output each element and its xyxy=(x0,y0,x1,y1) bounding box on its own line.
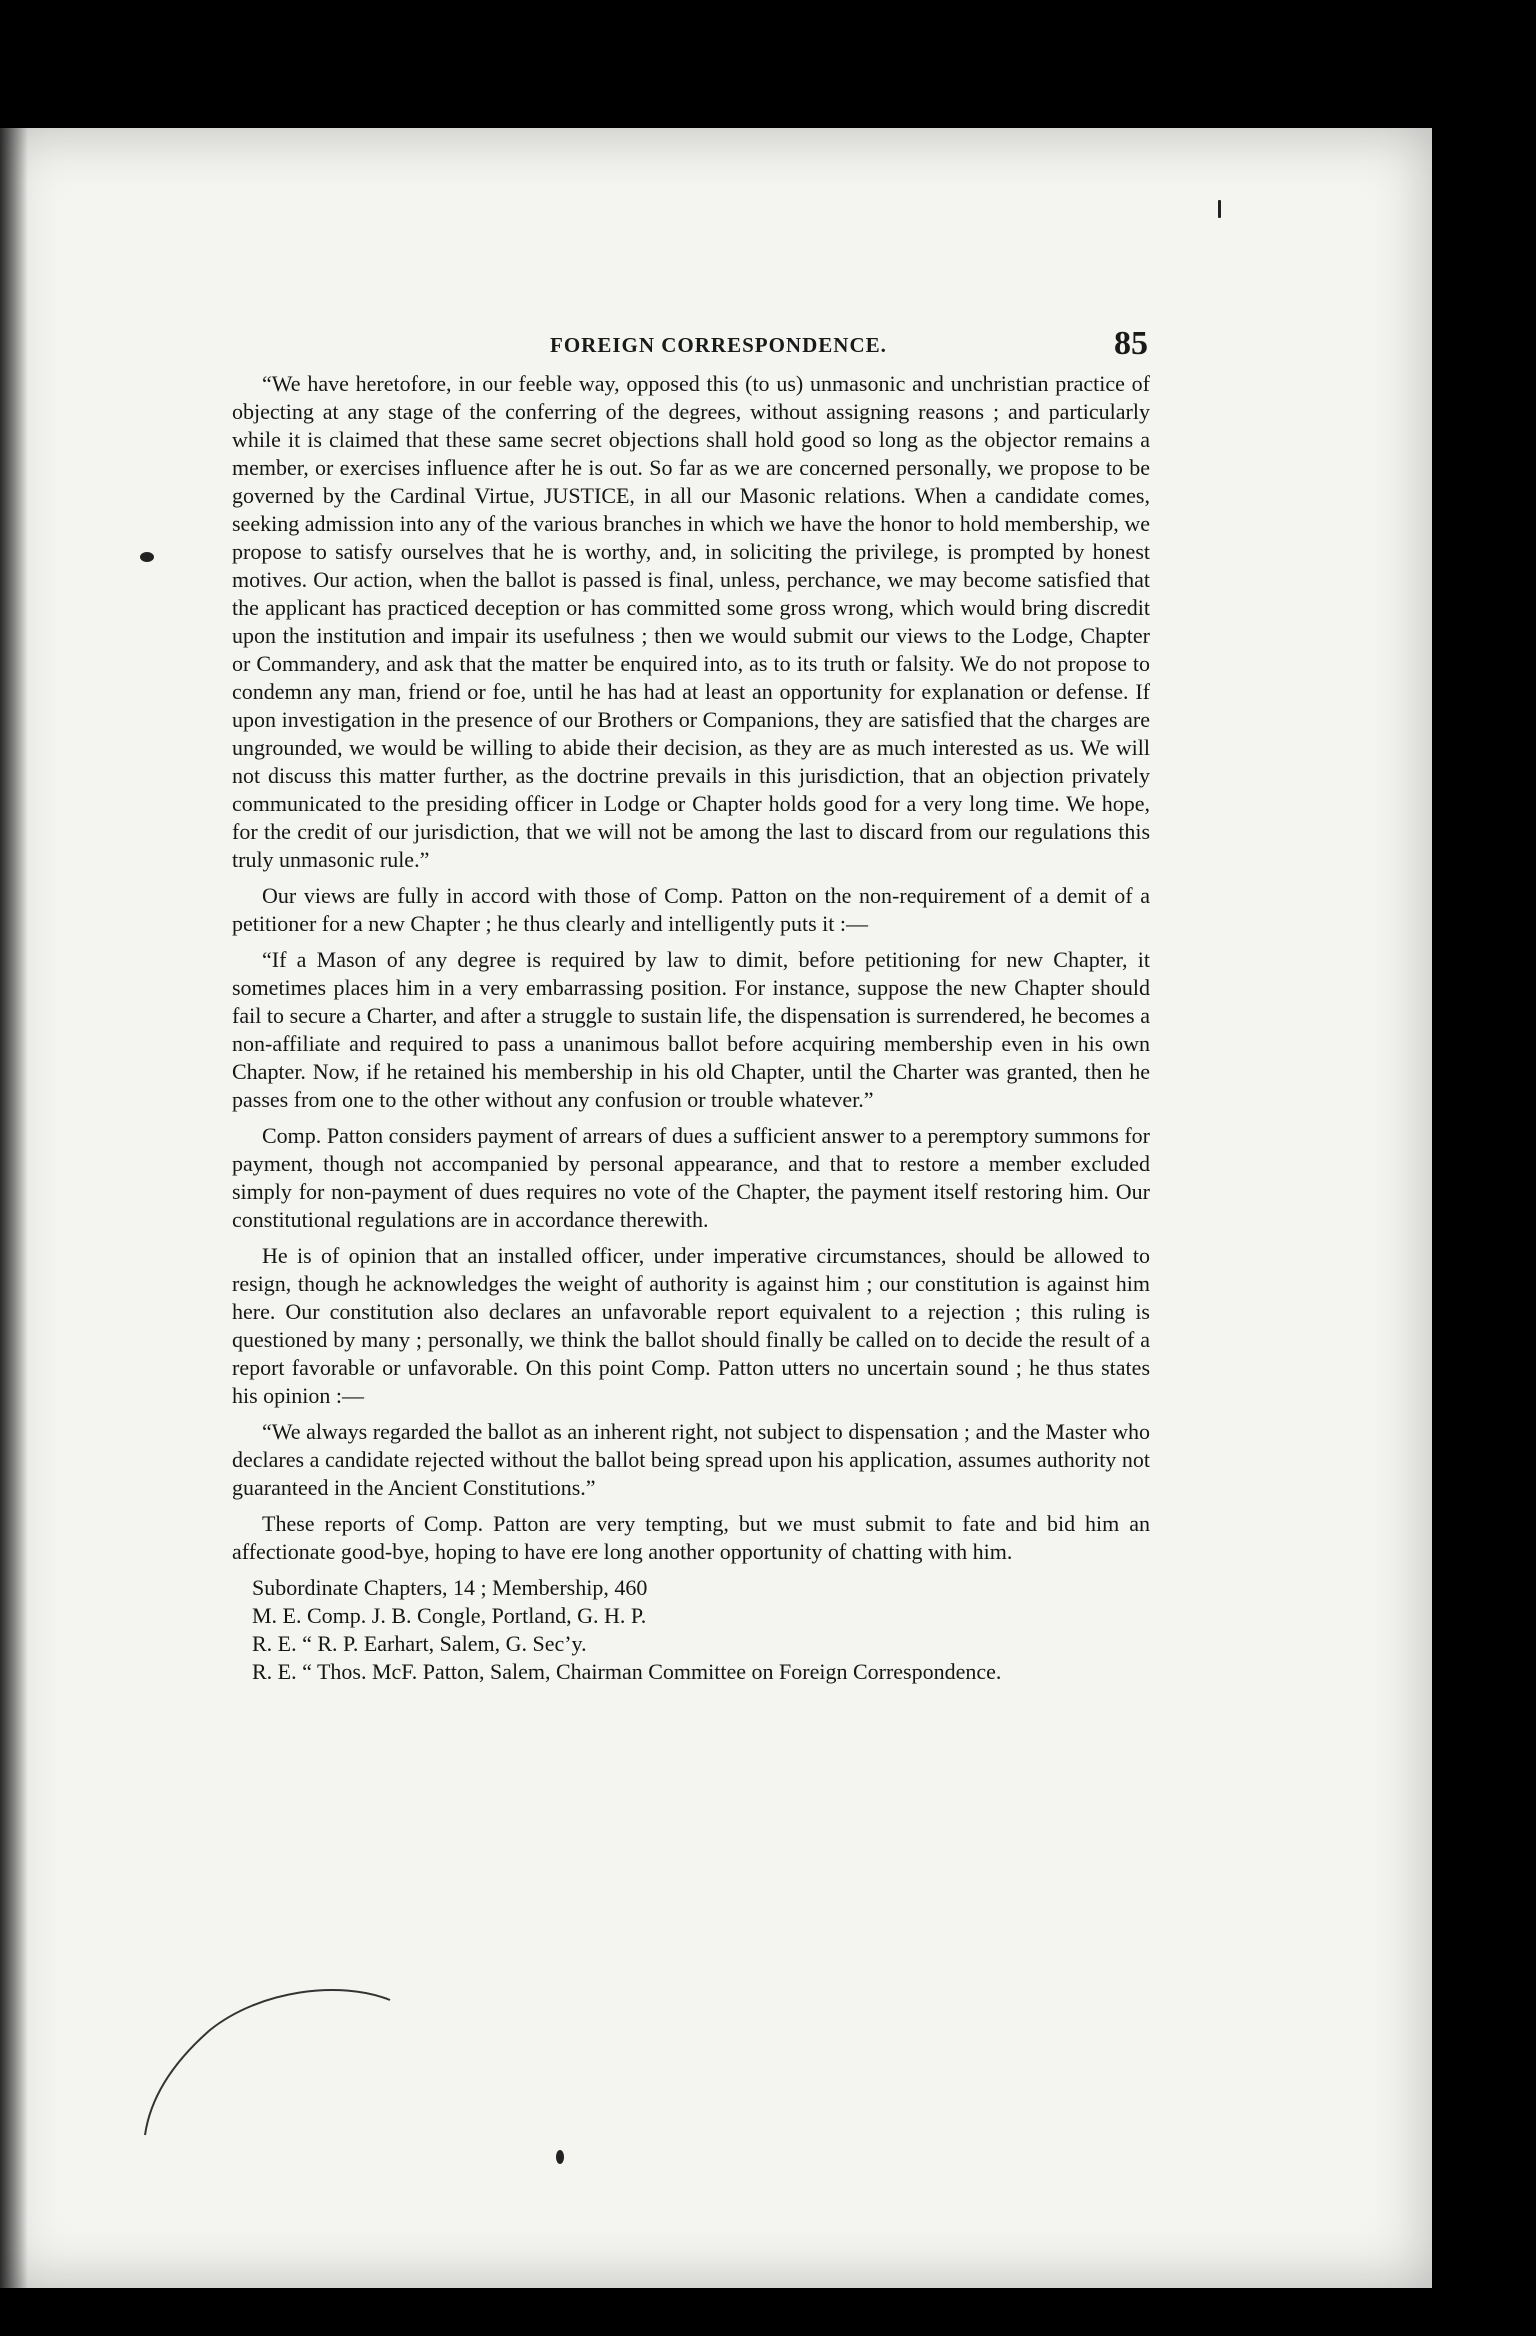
paragraph-quote-new-chapter: “If a Mason of any degree is required by law to dimit, before petitioning for new Chapter, it sometimes places him in a very embarrassing position. For instance, suppose the new Chapter should fail to secure a Charter, and after a struggle to sustain life, the dispensation is surrendered, he becomes a non-affiliate and required to pass a unanimous ballot before acquiring membership even in his own Chapter. Now, if he retained his membership in his old Chapter, until the Charter was granted, then he passes from one to the other without any confusion or trouble whatever.” xyxy=(232,947,1150,1112)
running-head: FOREIGN CORRESPONDENCE. xyxy=(550,333,887,357)
stats-officer-ghp: M. E. Comp. J. B. Congle, Portland, G. H. P. xyxy=(252,1603,647,1628)
ink-speck xyxy=(556,2150,564,2164)
page-number: 85 xyxy=(1114,325,1148,362)
page-body xyxy=(232,370,1150,1686)
ink-speck xyxy=(1218,200,1221,218)
paragraph-demit-views: Our views are fully in accord with those of Comp. Patton on the non-requirement of a demit of a petitioner for a new Chapter ; he thus clearly and intelligently puts it :— xyxy=(232,883,1150,936)
paragraph-quote-ballot-right: “We always regarded the ballot as an inherent right, not subject to dispensation ; and the Master who declares a candidate rejected without the ballot being spread upon his application, assumes authority not guaranteed in the Ancient Constitutions.” xyxy=(232,1419,1150,1500)
paragraph-farewell: These reports of Comp. Patton are very tempting, but we must submit to fate and bid him an affectionate good-bye, hoping to have ere long another opportunity of chatting with him. xyxy=(232,1511,1150,1564)
page-header xyxy=(230,325,1148,373)
paragraph-arrears: Comp. Patton considers payment of arrears of dues a sufficient answer to a peremptory summons for payment, though not accompanied by personal appearance, and that to restore a member excluded simply for non-payment of dues requires no vote of the Chapter, the payment itself restoring him. Our constitutional regulations are in accordance therewith. xyxy=(232,1123,1150,1232)
page-edge-shadow xyxy=(0,128,28,2288)
ink-speck xyxy=(140,552,154,562)
stats-officer-secretary: R. E. “ R. P. Earhart, Salem, G. Sec’y. xyxy=(252,1631,587,1656)
stats-officer-correspondence: R. E. “ Thos. McF. Patton, Salem, Chairman Committee on Foreign Correspondence. xyxy=(252,1659,1002,1684)
pencil-mark xyxy=(140,1980,400,2140)
paragraph-quote-ballot-objection: “We have heretofore, in our feeble way, opposed this (to us) unmasonic and unchristian practice of objecting at any stage of the conferring of the degrees, without assigning reasons ; and particularly while it is claimed that these same secret objections shall hold good so long as the objector remains a member, or exercises influence after he is out. So far as we are concerned personally, we propose to be governed by the Cardinal Virtue, JUSTICE, in all our Masonic relations. When a candidate comes, seeking admission into any of the various branches in which we have the honor to hold membership, we propose to satisfy ourselves that he is worthy, and, in soliciting the privilege, is prompted by honest motives. Our action, when the ballot is passed is final, unless, perchance, we may become satisfied that the applicant has practiced deception or has committed some gross wrong, which would bring discredit upon the institution and impair its usefulness ; then we would submit our views to the Lodge, Chapter or Commandery, and ask that the matter be enquired into, as to its truth or falsity. We do not propose to condemn any man, friend or foe, until he has had at least an opportunity for explanation or defense. If upon investigation in the presence of our Brothers or Companions, they are satisfied that the charges are ungrounded, we would be willing to abide their decision, as they are as much interested as us. We will not discuss this matter further, as the doctrine prevails in this jurisdiction, that an objection privately communicated to the presiding officer in Lodge or Chapter holds good for a very long time. We hope, for the credit of our jurisdiction, that we will not be among the last to discard from our regulations this truly unmasonic rule.” xyxy=(232,371,1150,872)
paragraph-installed-officer: He is of opinion that an installed officer, under imperative circumstances, should be allowed to resign, though he acknowledges the weight of authority is against him ; our constitution is against him here. Our constitution also declares an unfavorable report equivalent to a rejection ; this ruling is questioned by many ; personally, we think the ballot should finally be called on to decide the result of a report favorable or unfavorable. On this point Comp. Patton utters no uncertain sound ; he thus states his opinion :— xyxy=(232,1243,1150,1408)
stats-chapters: Subordinate Chapters, 14 ; Membership, 460 xyxy=(252,1575,648,1600)
